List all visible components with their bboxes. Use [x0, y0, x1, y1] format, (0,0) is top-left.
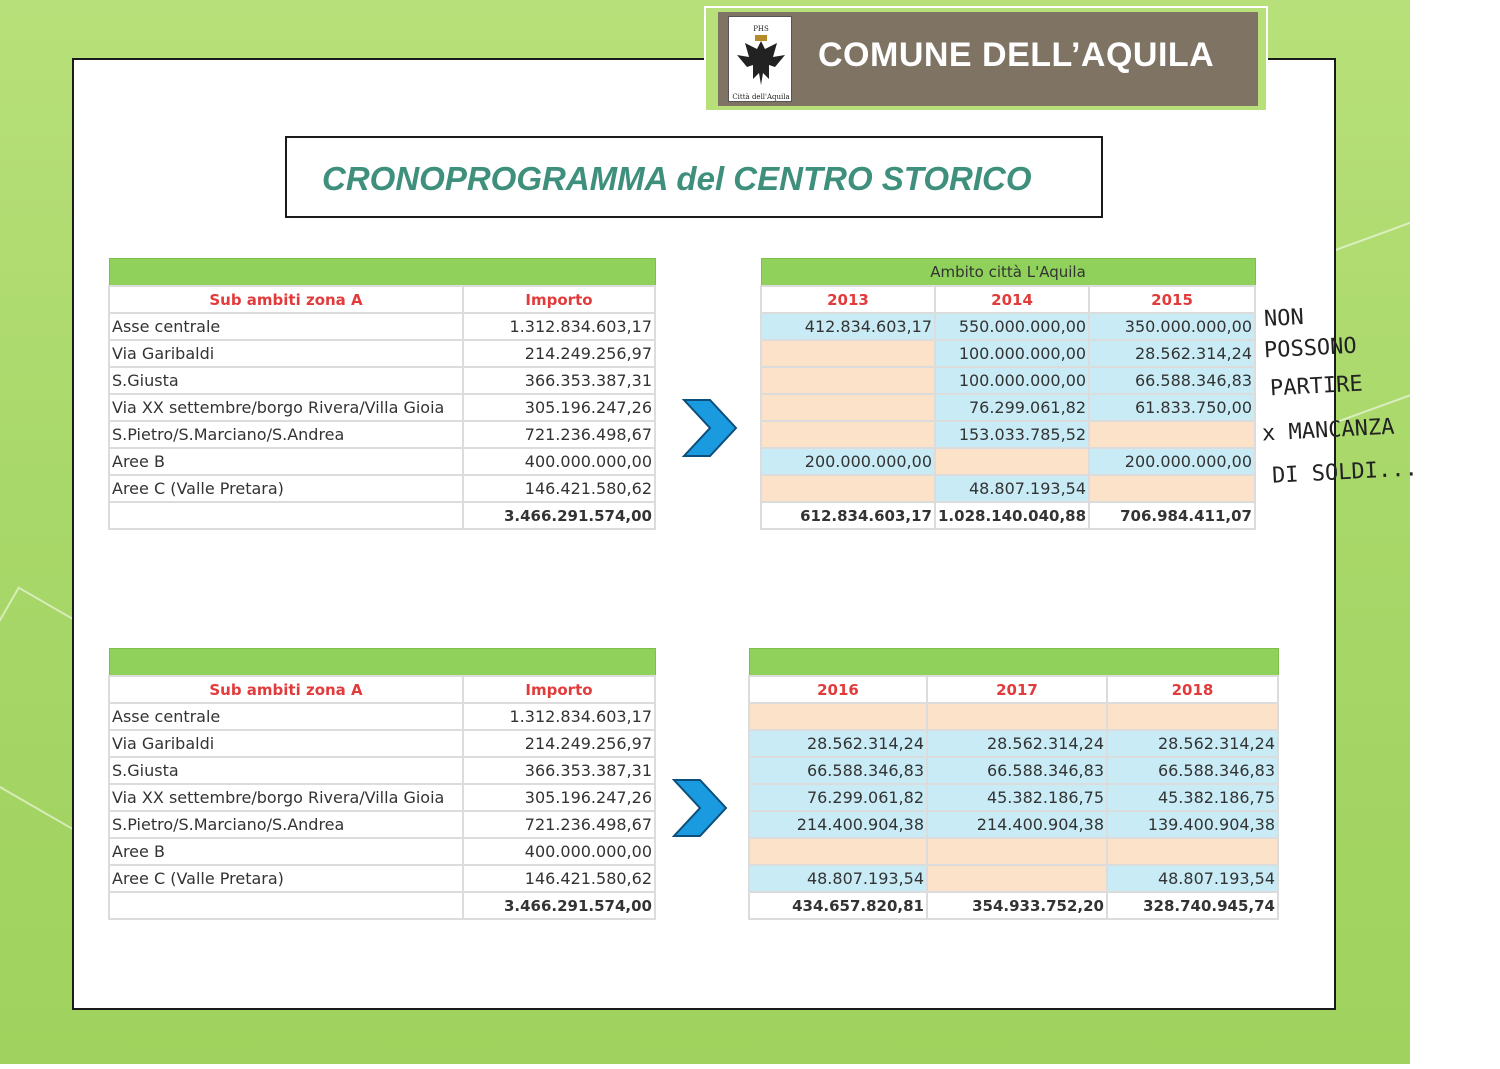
cell: 48.807.193,54: [935, 475, 1089, 502]
table-row: [749, 730, 1278, 757]
row-name: Aree C (Valle Pretara): [109, 865, 463, 892]
cell: 76.299.061,82: [935, 394, 1089, 421]
cell: 550.000.000,00: [935, 313, 1089, 340]
chevron-right-icon: [670, 776, 730, 840]
table-row: [109, 730, 655, 757]
table-row: [761, 313, 1255, 340]
handwritten-note-line: NON: [1263, 304, 1305, 333]
total-label: [109, 502, 463, 529]
year-header: 2013: [761, 286, 935, 313]
total-cell: 354.933.752,20: [927, 892, 1107, 919]
row-amount: 1.312.834.603,17: [463, 313, 655, 340]
cell: [761, 421, 935, 448]
total-row: [109, 892, 655, 919]
green-header-bar: [109, 649, 655, 677]
schedule-table-2013-2015: [760, 258, 1256, 530]
cell: [1107, 838, 1278, 865]
row-name: Asse centrale: [109, 313, 463, 340]
row-amount: 305.196.247,26: [463, 784, 655, 811]
table-row: [109, 448, 655, 475]
cell: [761, 340, 935, 367]
table-row: [761, 367, 1255, 394]
row-amount: 146.421.580,62: [463, 865, 655, 892]
total-amount: 3.466.291.574,00: [463, 502, 655, 529]
handwritten-note-line: POSSONO: [1263, 333, 1358, 364]
table-row: [749, 865, 1278, 892]
col-header-amount: Importo: [463, 676, 655, 703]
table-row: [761, 448, 1255, 475]
cell: 45.382.186,75: [927, 784, 1107, 811]
cell: [1107, 703, 1278, 730]
cell: [749, 838, 927, 865]
total-row: [109, 502, 655, 529]
page-title-box: [285, 136, 1103, 218]
row-amount: 214.249.256,97: [463, 730, 655, 757]
total-cell: 706.984.411,07: [1089, 502, 1255, 529]
subambiti-table-bottom: [108, 648, 656, 920]
table-row: [749, 811, 1278, 838]
table-row: [109, 838, 655, 865]
handwritten-note-line: DI SOLDI...: [1271, 456, 1419, 489]
table-row: [109, 394, 655, 421]
cell: 153.033.785,52: [935, 421, 1089, 448]
year-header: 2017: [927, 676, 1107, 703]
table-row: [761, 421, 1255, 448]
row-amount: 400.000.000,00: [463, 448, 655, 475]
year-header: 2016: [749, 676, 927, 703]
cell: 200.000.000,00: [761, 448, 935, 475]
cell: [927, 865, 1107, 892]
cell: [927, 703, 1107, 730]
green-header-bar: [109, 259, 655, 287]
cell: 350.000.000,00: [1089, 313, 1255, 340]
table-row: [109, 784, 655, 811]
handwritten-note-line: x MANCANZA: [1261, 414, 1396, 447]
row-amount: 721.236.498,67: [463, 811, 655, 838]
schedule-table-2016-2018: [748, 648, 1279, 920]
year-header: 2015: [1089, 286, 1255, 313]
cell: 28.562.314,24: [749, 730, 927, 757]
col-header-name: Sub ambiti zona A: [109, 676, 463, 703]
row-name: S.Pietro/S.Marciano/S.Andrea: [109, 421, 463, 448]
cell: [761, 394, 935, 421]
cell: 66.588.346,83: [1107, 757, 1278, 784]
green-header-bar: [749, 649, 1278, 677]
row-name: S.Giusta: [109, 367, 463, 394]
total-row: [749, 892, 1278, 919]
header-banner: [704, 6, 1268, 112]
cell: 28.562.314,24: [1107, 730, 1278, 757]
table-row: [761, 475, 1255, 502]
eagle-icon: [729, 33, 793, 93]
subambiti-table-top: [108, 258, 656, 530]
table-row: [109, 340, 655, 367]
cell: 48.807.193,54: [1107, 865, 1278, 892]
year-header: 2018: [1107, 676, 1278, 703]
row-name: Via Garibaldi: [109, 340, 463, 367]
cell: 48.807.193,54: [749, 865, 927, 892]
cell: 139.400.904,38: [1107, 811, 1278, 838]
table-row: [749, 703, 1278, 730]
cell: 28.562.314,24: [1089, 340, 1255, 367]
table-row: [109, 865, 655, 892]
cell: 100.000.000,00: [935, 367, 1089, 394]
table-row: [761, 394, 1255, 421]
total-cell: 612.834.603,17: [761, 502, 935, 529]
table-row: [109, 313, 655, 340]
row-name: S.Pietro/S.Marciano/S.Andrea: [109, 811, 463, 838]
row-amount: 366.353.387,31: [463, 757, 655, 784]
total-row: [761, 502, 1255, 529]
row-amount: 146.421.580,62: [463, 475, 655, 502]
table-row: [109, 757, 655, 784]
row-name: Via Garibaldi: [109, 730, 463, 757]
table-row: [761, 340, 1255, 367]
cell: 412.834.603,17: [761, 313, 935, 340]
logo-top-text: PHS: [753, 25, 769, 33]
table-row: [109, 367, 655, 394]
cell: [1089, 421, 1255, 448]
cell: [761, 367, 935, 394]
cell: 45.382.186,75: [1107, 784, 1278, 811]
row-amount: 214.249.256,97: [463, 340, 655, 367]
col-header-amount: Importo: [463, 286, 655, 313]
total-cell: 1.028.140.040,88: [935, 502, 1089, 529]
row-amount: 1.312.834.603,17: [463, 703, 655, 730]
year-header: 2014: [935, 286, 1089, 313]
row-amount: 721.236.498,67: [463, 421, 655, 448]
total-label: [109, 892, 463, 919]
total-amount: 3.466.291.574,00: [463, 892, 655, 919]
row-name: Asse centrale: [109, 703, 463, 730]
table-row: [749, 838, 1278, 865]
cell: 214.400.904,38: [749, 811, 927, 838]
col-header-name: Sub ambiti zona A: [109, 286, 463, 313]
city-logo: [728, 16, 792, 102]
table-row: [109, 475, 655, 502]
total-cell: 328.740.945,74: [1107, 892, 1278, 919]
cell: 66.588.346,83: [749, 757, 927, 784]
logo-caption: Città dell'Aquila: [732, 93, 790, 101]
chevron-right-icon: [680, 396, 740, 460]
row-name: Via XX settembre/borgo Rivera/Villa Gioia: [109, 394, 463, 421]
handwritten-note-line: PARTIRE: [1269, 371, 1364, 402]
cell: [761, 475, 935, 502]
cell: 214.400.904,38: [927, 811, 1107, 838]
cell: 200.000.000,00: [1089, 448, 1255, 475]
cell: 28.562.314,24: [927, 730, 1107, 757]
row-name: Aree B: [109, 838, 463, 865]
row-name: Via XX settembre/borgo Rivera/Villa Gioia: [109, 784, 463, 811]
page-title: CRONOPROGRAMMA del CENTRO STORICO: [322, 160, 1032, 197]
table-row: [749, 784, 1278, 811]
row-name: Aree B: [109, 448, 463, 475]
table-row: [109, 811, 655, 838]
table-row: [749, 757, 1278, 784]
cell: 66.588.346,83: [1089, 367, 1255, 394]
row-amount: 400.000.000,00: [463, 838, 655, 865]
table-caption: Ambito città L'Aquila: [761, 259, 1255, 287]
cell: 66.588.346,83: [927, 757, 1107, 784]
row-name: Aree C (Valle Pretara): [109, 475, 463, 502]
header-title: COMUNE DELL’AQUILA: [818, 36, 1215, 74]
total-cell: 434.657.820,81: [749, 892, 927, 919]
table-row: [109, 421, 655, 448]
row-amount: 305.196.247,26: [463, 394, 655, 421]
header-panel: [718, 12, 1258, 106]
cell: 61.833.750,00: [1089, 394, 1255, 421]
cell: [749, 703, 927, 730]
cell: [935, 448, 1089, 475]
cell: [1089, 475, 1255, 502]
cell: [927, 838, 1107, 865]
table-row: [109, 703, 655, 730]
cell: 76.299.061,82: [749, 784, 927, 811]
row-name: S.Giusta: [109, 757, 463, 784]
row-amount: 366.353.387,31: [463, 367, 655, 394]
cell: 100.000.000,00: [935, 340, 1089, 367]
